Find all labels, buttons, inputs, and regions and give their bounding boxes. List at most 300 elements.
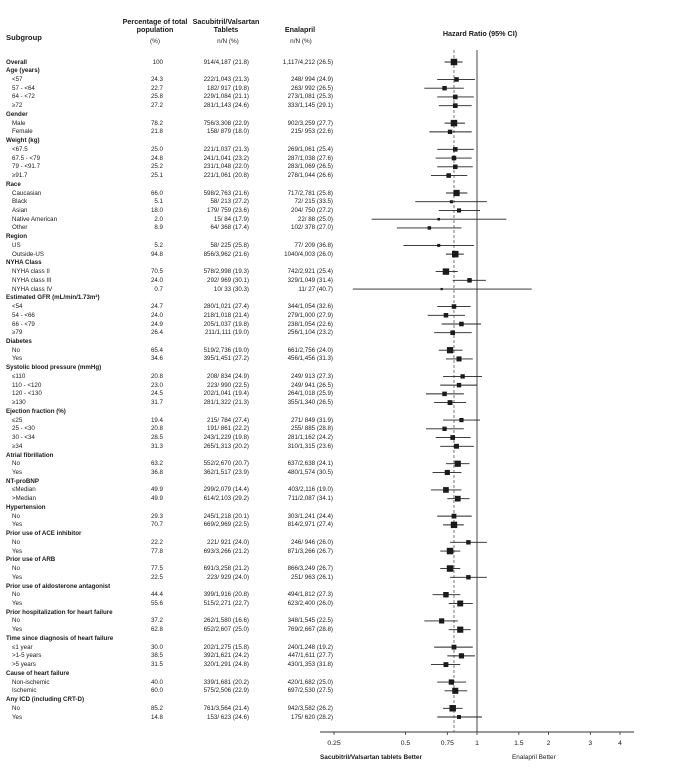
subgroup-label: <57 (12, 75, 23, 83)
subgroup-label: 67.5 - <79 (12, 154, 41, 162)
percentage-cell: 70.5 (150, 268, 163, 276)
arm1-cell: 179/ 759 (23.6) (207, 206, 249, 214)
arm1-cell: 614/2,103 (29.2) (203, 495, 249, 503)
subgroup-heading: Cause of heart failure (6, 669, 70, 677)
arm1-cell: 58/ 213 (27.2) (210, 198, 249, 206)
arm1-cell: 221/ 921 (24.0) (207, 538, 249, 546)
arm2-cell: 344/1,054 (32.6) (287, 303, 333, 311)
point-estimate (452, 514, 457, 519)
percentage-cell: 29.3 (150, 512, 163, 520)
percentage-cell: 24.3 (150, 75, 163, 83)
point-estimate (455, 496, 461, 502)
arm2-cell: 871/3,266 (26.7) (287, 547, 333, 555)
percentage-cell: 77.5 (150, 565, 163, 573)
percentage-cell: 55.6 (150, 599, 163, 607)
point-estimate (449, 705, 456, 712)
subgroup-heading: Time since diagnosis of heart failure (6, 634, 114, 642)
point-estimate (454, 444, 459, 449)
arm2-cell: 204/ 750 (27.2) (291, 206, 333, 214)
arm2-cell: 281/1,162 (24.2) (287, 434, 333, 442)
subgroup-label: Yes (12, 599, 23, 607)
subgroup-label: Outside-US (12, 250, 44, 258)
percentage-cell: 31.3 (150, 442, 163, 450)
subgroup-label: Male (12, 119, 26, 127)
arm2-cell: 271/ 849 (31.9) (291, 416, 333, 424)
point-estimate (466, 575, 470, 579)
percentage-cell: 25.0 (150, 145, 163, 153)
point-estimate (448, 400, 453, 405)
arm2-cell: 22/ 88 (25.0) (297, 215, 333, 223)
point-estimate (453, 165, 458, 170)
arm2-cell: 1040/4,003 (26.0) (284, 250, 333, 258)
subgroup-heading: Gender (6, 110, 28, 118)
arm1-cell: 245/1,218 (20.1) (203, 512, 249, 520)
header-arm2-units: n/N (%) (290, 38, 312, 45)
arm2-cell: 72/ 215 (33.5) (294, 198, 333, 206)
percentage-cell: 30.0 (150, 643, 163, 651)
subgroup-label: Yes (12, 547, 23, 555)
percentage-cell: 94.8 (150, 250, 163, 258)
subgroup-label: >1-5 years (12, 652, 42, 660)
point-estimate (452, 304, 457, 309)
arm2-cell: 403/2,116 (19.0) (288, 486, 333, 494)
subgroup-label: Ischemic (12, 687, 37, 695)
subgroup-label: ≤Median (12, 486, 36, 494)
x-tick-label: 0.25 (327, 740, 341, 747)
subgroup-label: 25 - <30 (12, 425, 35, 433)
x-tick-label: 0.5 (400, 740, 411, 747)
point-estimate (441, 288, 443, 290)
point-estimate (453, 190, 459, 196)
percentage-cell: 31.5 (150, 661, 163, 669)
subgroup-heading: Prior use of ACE inhibitor (6, 530, 82, 538)
point-estimate (456, 356, 461, 361)
percentage-cell: 31.7 (150, 399, 163, 407)
arm2-cell: 717/2,781 (25.8) (287, 189, 333, 197)
point-estimate (457, 715, 461, 719)
arm1-cell: 229/1,084 (21.1) (203, 93, 249, 101)
arm1-cell: 392/1,621 (24.2) (203, 652, 249, 660)
arm1-cell: 281/1,322 (21.3) (203, 399, 249, 407)
arm1-cell: 281/1,143 (24.6) (203, 102, 249, 110)
percentage-cell: 85.2 (150, 704, 163, 712)
subgroup-label: Yes (12, 626, 23, 634)
arm1-cell: 208/ 834 (24.9) (207, 372, 249, 380)
subgroup-heading: Age (years) (6, 67, 40, 75)
arm1-cell: 64/ 368 (17.4) (210, 224, 249, 232)
point-estimate (467, 278, 471, 282)
subgroup-label: >5 years (12, 661, 36, 669)
point-estimate (446, 173, 451, 178)
percentage-cell: 27.2 (150, 102, 163, 110)
arm1-cell: 395/1,451 (27.2) (203, 355, 249, 363)
point-estimate (452, 156, 457, 161)
arm1-cell: 320/1,291 (24.8) (203, 661, 249, 669)
percentage-cell: 25.1 (150, 172, 163, 180)
subgroup-label: No (12, 704, 20, 712)
subgroup-label: ≥91.7 (12, 172, 28, 180)
subgroup-label: No (12, 512, 20, 520)
percentage-cell: 65.4 (150, 346, 163, 354)
arm1-cell: 691/3,258 (21.2) (203, 565, 249, 573)
arm2-cell: 238/1,054 (22.6) (287, 320, 333, 328)
subgroup-heading: Hypertension (6, 503, 46, 511)
subgroup-label: No (12, 591, 20, 599)
percentage-cell: 100 (152, 58, 163, 66)
point-estimate (457, 208, 461, 212)
arm1-cell: 575/2,506 (22.9) (203, 687, 249, 695)
arm1-cell: 856/3,962 (21.6) (203, 250, 249, 258)
arm2-cell: 77/ 209 (36.8) (294, 241, 333, 249)
subgroup-label: ≥72 (12, 102, 23, 110)
arm1-cell: 222/1,043 (21.3) (203, 75, 249, 83)
percentage-cell: 23.0 (150, 381, 163, 389)
footer-left-label: Sacubitril/Valsartan tablets Better (320, 754, 422, 761)
arm1-cell: 202/1,275 (15.8) (203, 643, 249, 651)
subgroup-heading: Prior use of ARB (6, 556, 56, 564)
subgroup-heading: Weight (kg) (6, 137, 40, 145)
arm1-cell: 223/ 990 (22.5) (207, 381, 249, 389)
arm2-cell: 248/ 994 (24.9) (291, 75, 333, 83)
point-estimate (442, 86, 446, 90)
point-estimate (447, 548, 454, 555)
point-estimate (449, 679, 454, 684)
subgroup-label: 57 - <64 (12, 84, 35, 92)
arm1-cell: 15/ 84 (17.9) (213, 215, 249, 223)
subgroup-label: Other (12, 224, 28, 232)
arm1-cell: 693/3,266 (21.2) (203, 547, 249, 555)
point-estimate (445, 470, 450, 475)
x-tick-label: 0.75 (440, 740, 454, 747)
header-percentage-unit: (%) (150, 38, 160, 45)
arm1-cell: 515/2,271 (22.7) (203, 599, 249, 607)
percentage-cell: 63.2 (150, 460, 163, 468)
x-tick-label: 4 (618, 740, 622, 747)
percentage-cell: 24.7 (150, 303, 163, 311)
arm1-cell: 292/ 969 (30.1) (207, 276, 249, 284)
arm1-cell: 756/3,308 (22.9) (203, 119, 249, 127)
subgroup-label: Caucasian (12, 189, 42, 197)
point-estimate (439, 618, 444, 623)
point-estimate (444, 313, 448, 317)
subgroup-label: 64 - <72 (12, 93, 35, 101)
point-estimate (451, 59, 458, 66)
subgroup-heading: Diabetes (6, 337, 32, 345)
percentage-cell: 70.7 (150, 521, 163, 529)
point-estimate (453, 95, 458, 100)
subgroup-label: 66 - <79 (12, 320, 35, 328)
arm2-cell: 814/2,971 (27.4) (287, 521, 333, 529)
point-estimate (443, 592, 448, 597)
arm2-cell: 264/1,018 (25.9) (287, 390, 333, 398)
point-estimate (442, 392, 447, 397)
arm2-cell: 942/3,582 (26.2) (287, 704, 333, 712)
arm1-cell: 552/2,670 (20.7) (203, 460, 249, 468)
subgroup-heading: Ejection fraction (%) (6, 407, 66, 415)
percentage-cell: 8.9 (154, 224, 163, 232)
point-estimate (448, 130, 452, 134)
arm1-cell: 761/3,564 (21.4) (203, 704, 249, 712)
percentage-cell: 24.9 (150, 320, 163, 328)
subgroup-label: No (12, 617, 20, 625)
arm1-cell: 223/ 929 (24.0) (207, 573, 249, 581)
arm2-cell: 742/2,921 (25.4) (287, 268, 333, 276)
point-estimate (452, 251, 459, 258)
subgroup-label: US (12, 241, 21, 249)
point-estimate (428, 226, 431, 229)
subgroup-heading: NT-proBNP (6, 477, 39, 485)
percentage-cell: 22.7 (150, 84, 163, 92)
arm2-cell: 430/1,353 (31.8) (287, 661, 333, 669)
percentage-cell: 40.0 (150, 678, 163, 686)
percentage-cell: 28.5 (150, 434, 163, 442)
arm1-cell: 243/1,229 (19.8) (203, 434, 249, 442)
subgroup-label: NYHA class IV (12, 285, 53, 293)
arm2-cell: 263/ 992 (26.5) (291, 84, 333, 92)
arm1-cell: 578/2,998 (19.3) (203, 268, 249, 276)
arm2-cell: 11/ 27 (40.7) (298, 285, 333, 293)
percentage-cell: 0.7 (154, 285, 163, 293)
arm2-cell: 866/3,249 (26.7) (287, 565, 333, 573)
subgroup-label: No (12, 346, 20, 354)
point-estimate (442, 427, 446, 431)
arm1-cell: 914/4,187 (21.8) (203, 58, 249, 66)
percentage-cell: 14.8 (150, 713, 163, 721)
arm1-cell: 265/1,313 (20.2) (203, 442, 249, 450)
subgroup-label: ≥130 (12, 399, 26, 407)
subgroup-label: 54 - <66 (12, 311, 35, 319)
point-estimate (455, 461, 461, 467)
subgroup-label: 30 - <34 (12, 434, 35, 442)
percentage-cell: 19.4 (150, 416, 163, 424)
percentage-cell: 25.8 (150, 93, 163, 101)
x-tick-label: 2 (546, 740, 551, 747)
subgroup-heading: Region (6, 233, 27, 241)
subgroup-label: Yes (12, 713, 23, 721)
subgroup-heading: Estimated GFR (mL/min/1.73m²) (6, 294, 100, 302)
arm2-cell: 420/1,682 (25.0) (287, 678, 333, 686)
arm2-cell: 623/2,400 (26.0) (287, 599, 333, 607)
header-arm2: Enalapril (284, 25, 316, 34)
arm2-cell: 303/1,241 (24.4) (287, 512, 333, 520)
arm1-cell: 231/1,048 (22.0) (203, 163, 249, 171)
point-estimate (457, 383, 461, 387)
percentage-cell: 20.8 (150, 425, 163, 433)
arm2-cell: 269/1,061 (25.4) (287, 145, 333, 153)
point-estimate (454, 77, 459, 82)
subgroup-label: Native American (12, 215, 58, 223)
arm1-cell: 58/ 225 (25.8) (210, 241, 249, 249)
arm2-cell: 902/3,259 (27.7) (287, 119, 333, 127)
arm2-cell: 278/1,044 (26.6) (287, 172, 333, 180)
point-estimate (457, 627, 463, 633)
subgroup-label: ≤25 (12, 416, 23, 424)
arm2-cell: 249/ 913 (27.3) (291, 372, 333, 380)
arm2-cell: 456/1,456 (31.3) (287, 355, 333, 363)
percentage-cell: 36.8 (150, 468, 163, 476)
arm1-cell: 205/1,037 (19.8) (203, 320, 249, 328)
subgroup-label: NYHA class III (12, 276, 52, 284)
arm2-cell: 480/1,574 (30.5) (287, 468, 333, 476)
percentage-cell: 25.2 (150, 163, 163, 171)
percentage-cell: 5.2 (154, 241, 163, 249)
point-estimate (451, 120, 458, 127)
arm1-cell: 218/1,018 (21.4) (203, 311, 249, 319)
arm2-cell: 711/2,087 (34.1) (288, 495, 333, 503)
percentage-cell: 21.8 (150, 128, 163, 136)
percentage-cell: 22.5 (150, 573, 163, 581)
arm1-cell: 339/1,681 (20.2) (203, 678, 249, 686)
subgroup-label: <67.5 (12, 145, 28, 153)
subgroup-label: >Median (12, 495, 36, 503)
arm1-cell: 202/1,041 (19.4) (203, 390, 249, 398)
arm1-cell: 182/ 917 (19.8) (207, 84, 249, 92)
arm1-cell: 519/2,736 (19.0) (203, 346, 249, 354)
subgroup-label: Overall (6, 58, 27, 66)
subgroup-heading: Systolic blood pressure (mmHg) (6, 364, 102, 372)
arm2-cell: 279/1,000 (27.9) (287, 311, 333, 319)
percentage-cell: 2.0 (154, 215, 163, 223)
footer-right-label: Enalapril Better (512, 754, 556, 761)
percentage-cell: 24.0 (150, 276, 163, 284)
arm1-cell: 399/1,916 (20.8) (203, 591, 249, 599)
header-percentage: Percentage of total population (122, 17, 188, 34)
percentage-cell: 77.8 (150, 547, 163, 555)
subgroup-label: <54 (12, 303, 23, 311)
subgroup-label: No (12, 538, 20, 546)
point-estimate (443, 268, 449, 274)
percentage-cell: 38.5 (150, 652, 163, 660)
percentage-cell: 24.8 (150, 154, 163, 162)
arm2-cell: 494/1,812 (27.3) (287, 591, 333, 599)
subgroup-label: ≤1 year (12, 643, 33, 651)
arm1-cell: 153/ 623 (24.6) (207, 713, 249, 721)
subgroup-label: Yes (12, 355, 23, 363)
arm1-cell: 280/1,021 (27.4) (203, 303, 249, 311)
x-tick-label: 3 (588, 740, 593, 747)
subgroup-label: NYHA class II (12, 268, 50, 276)
point-estimate (457, 601, 463, 607)
subgroup-label: No (12, 565, 20, 573)
subgroup-heading: Any ICD (including CRT-D) (6, 696, 85, 704)
point-estimate (450, 200, 453, 203)
arm1-cell: 262/1,580 (16.6) (203, 617, 249, 625)
arm2-cell: 240/1,248 (19.2) (287, 643, 333, 651)
point-estimate (447, 347, 453, 353)
arm1-cell: 598/2,763 (21.6) (203, 189, 249, 197)
percentage-cell: 49.9 (150, 495, 163, 503)
arm2-cell: 310/1,315 (23.6) (287, 442, 333, 450)
subgroup-heading: Atrial fibrillation (6, 451, 54, 459)
subgroup-heading: Prior hospitalization for heart failure (6, 608, 113, 616)
arm2-cell: 333/1,145 (29.1) (287, 102, 333, 110)
percentage-cell: 22.2 (150, 538, 163, 546)
arm2-cell: 348/1,545 (22.5) (287, 617, 333, 625)
percentage-cell: 26.4 (150, 329, 163, 337)
percentage-cell: 5.1 (154, 198, 163, 206)
arm1-cell: 158/ 879 (18.0) (207, 128, 249, 136)
point-estimate (466, 540, 470, 544)
arm2-cell: 329/1,049 (31.4) (287, 276, 333, 284)
subgroup-label: ≥79 (12, 329, 23, 337)
header-subgroup: Subgroup (6, 33, 42, 42)
arm2-cell: 249/ 941 (26.5) (291, 381, 333, 389)
point-estimate (443, 662, 448, 667)
x-tick-label: 1.5 (514, 740, 524, 747)
arm1-cell: 669/2,969 (22.5) (203, 521, 249, 529)
subgroup-label: Yes (12, 468, 23, 476)
arm2-cell: 697/2,530 (27.5) (287, 687, 333, 695)
arm2-cell: 175/ 620 (28.2) (291, 713, 333, 721)
subgroup-label: Non-ischemic (12, 678, 50, 686)
percentage-cell: 66.0 (150, 189, 163, 197)
arm1-cell: 10/ 33 (30.3) (213, 285, 249, 293)
arm2-cell: 215/ 953 (22.6) (291, 128, 333, 136)
point-estimate (459, 322, 464, 327)
arm2-cell: 637/2,638 (24.1) (287, 460, 333, 468)
subgroup-label: 110 - <120 (12, 381, 42, 389)
percentage-cell: 44.4 (150, 591, 163, 599)
point-estimate (452, 645, 457, 650)
arm1-cell: 652/2,607 (25.0) (203, 626, 249, 634)
subgroup-label: Black (12, 198, 28, 206)
percentage-cell: 18.0 (150, 206, 163, 214)
subgroup-label: Yes (12, 521, 23, 529)
point-estimate (447, 565, 454, 572)
arm2-cell: 769/2,667 (28.8) (287, 626, 333, 634)
subgroup-label: Yes (12, 573, 23, 581)
arm1-cell: 221/1,037 (21.3) (203, 145, 249, 153)
arm1-cell: 241/1,041 (23.2) (203, 154, 249, 162)
point-estimate (437, 244, 440, 247)
subgroup-label: No (12, 460, 20, 468)
arm2-cell: 1,117/4,212 (26.5) (282, 58, 333, 66)
arm1-cell: 299/2,079 (14.4) (203, 486, 249, 494)
arm1-cell: 362/1,517 (23.9) (203, 468, 249, 476)
percentage-cell: 62.8 (150, 626, 163, 634)
arm2-cell: 102/ 378 (27.0) (291, 224, 333, 232)
point-estimate (453, 147, 458, 152)
point-estimate (459, 418, 463, 422)
subgroup-heading: NYHA Class (6, 259, 42, 267)
percentage-cell: 60.0 (150, 687, 163, 695)
arm2-cell: 246/ 946 (26.0) (291, 538, 333, 546)
subgroup-heading: Race (6, 180, 21, 188)
x-tick-label: 1 (475, 740, 479, 747)
percentage-cell: 34.6 (150, 355, 163, 363)
point-estimate (437, 218, 440, 221)
percentage-cell: 24.0 (150, 311, 163, 319)
arm1-cell: 191/ 861 (22.2) (207, 425, 249, 433)
point-estimate (450, 435, 455, 440)
subgroup-label: Female (12, 128, 33, 136)
subgroup-label: ≤110 (12, 372, 26, 380)
percentage-cell: 49.9 (150, 486, 163, 494)
subgroup-label: Asian (12, 206, 28, 214)
arm2-cell: 287/1,038 (27.6) (287, 154, 333, 162)
percentage-cell: 24.5 (150, 390, 163, 398)
arm1-cell: 211/1,111 (19.0) (204, 329, 249, 337)
arm2-cell: 256/1,104 (23.2) (287, 329, 333, 337)
percentage-cell: 37.2 (150, 617, 163, 625)
point-estimate (453, 103, 458, 108)
arm2-cell: 661/2,756 (24.0) (287, 346, 333, 354)
point-estimate (452, 688, 458, 694)
header-arm1: Sacubitril/Valsartan Tablets (192, 17, 260, 34)
arm2-cell: 273/1,081 (25.3) (287, 93, 333, 101)
subgroup-label: 79 - <91.7 (12, 163, 41, 171)
percentage-cell: 20.8 (150, 372, 163, 380)
